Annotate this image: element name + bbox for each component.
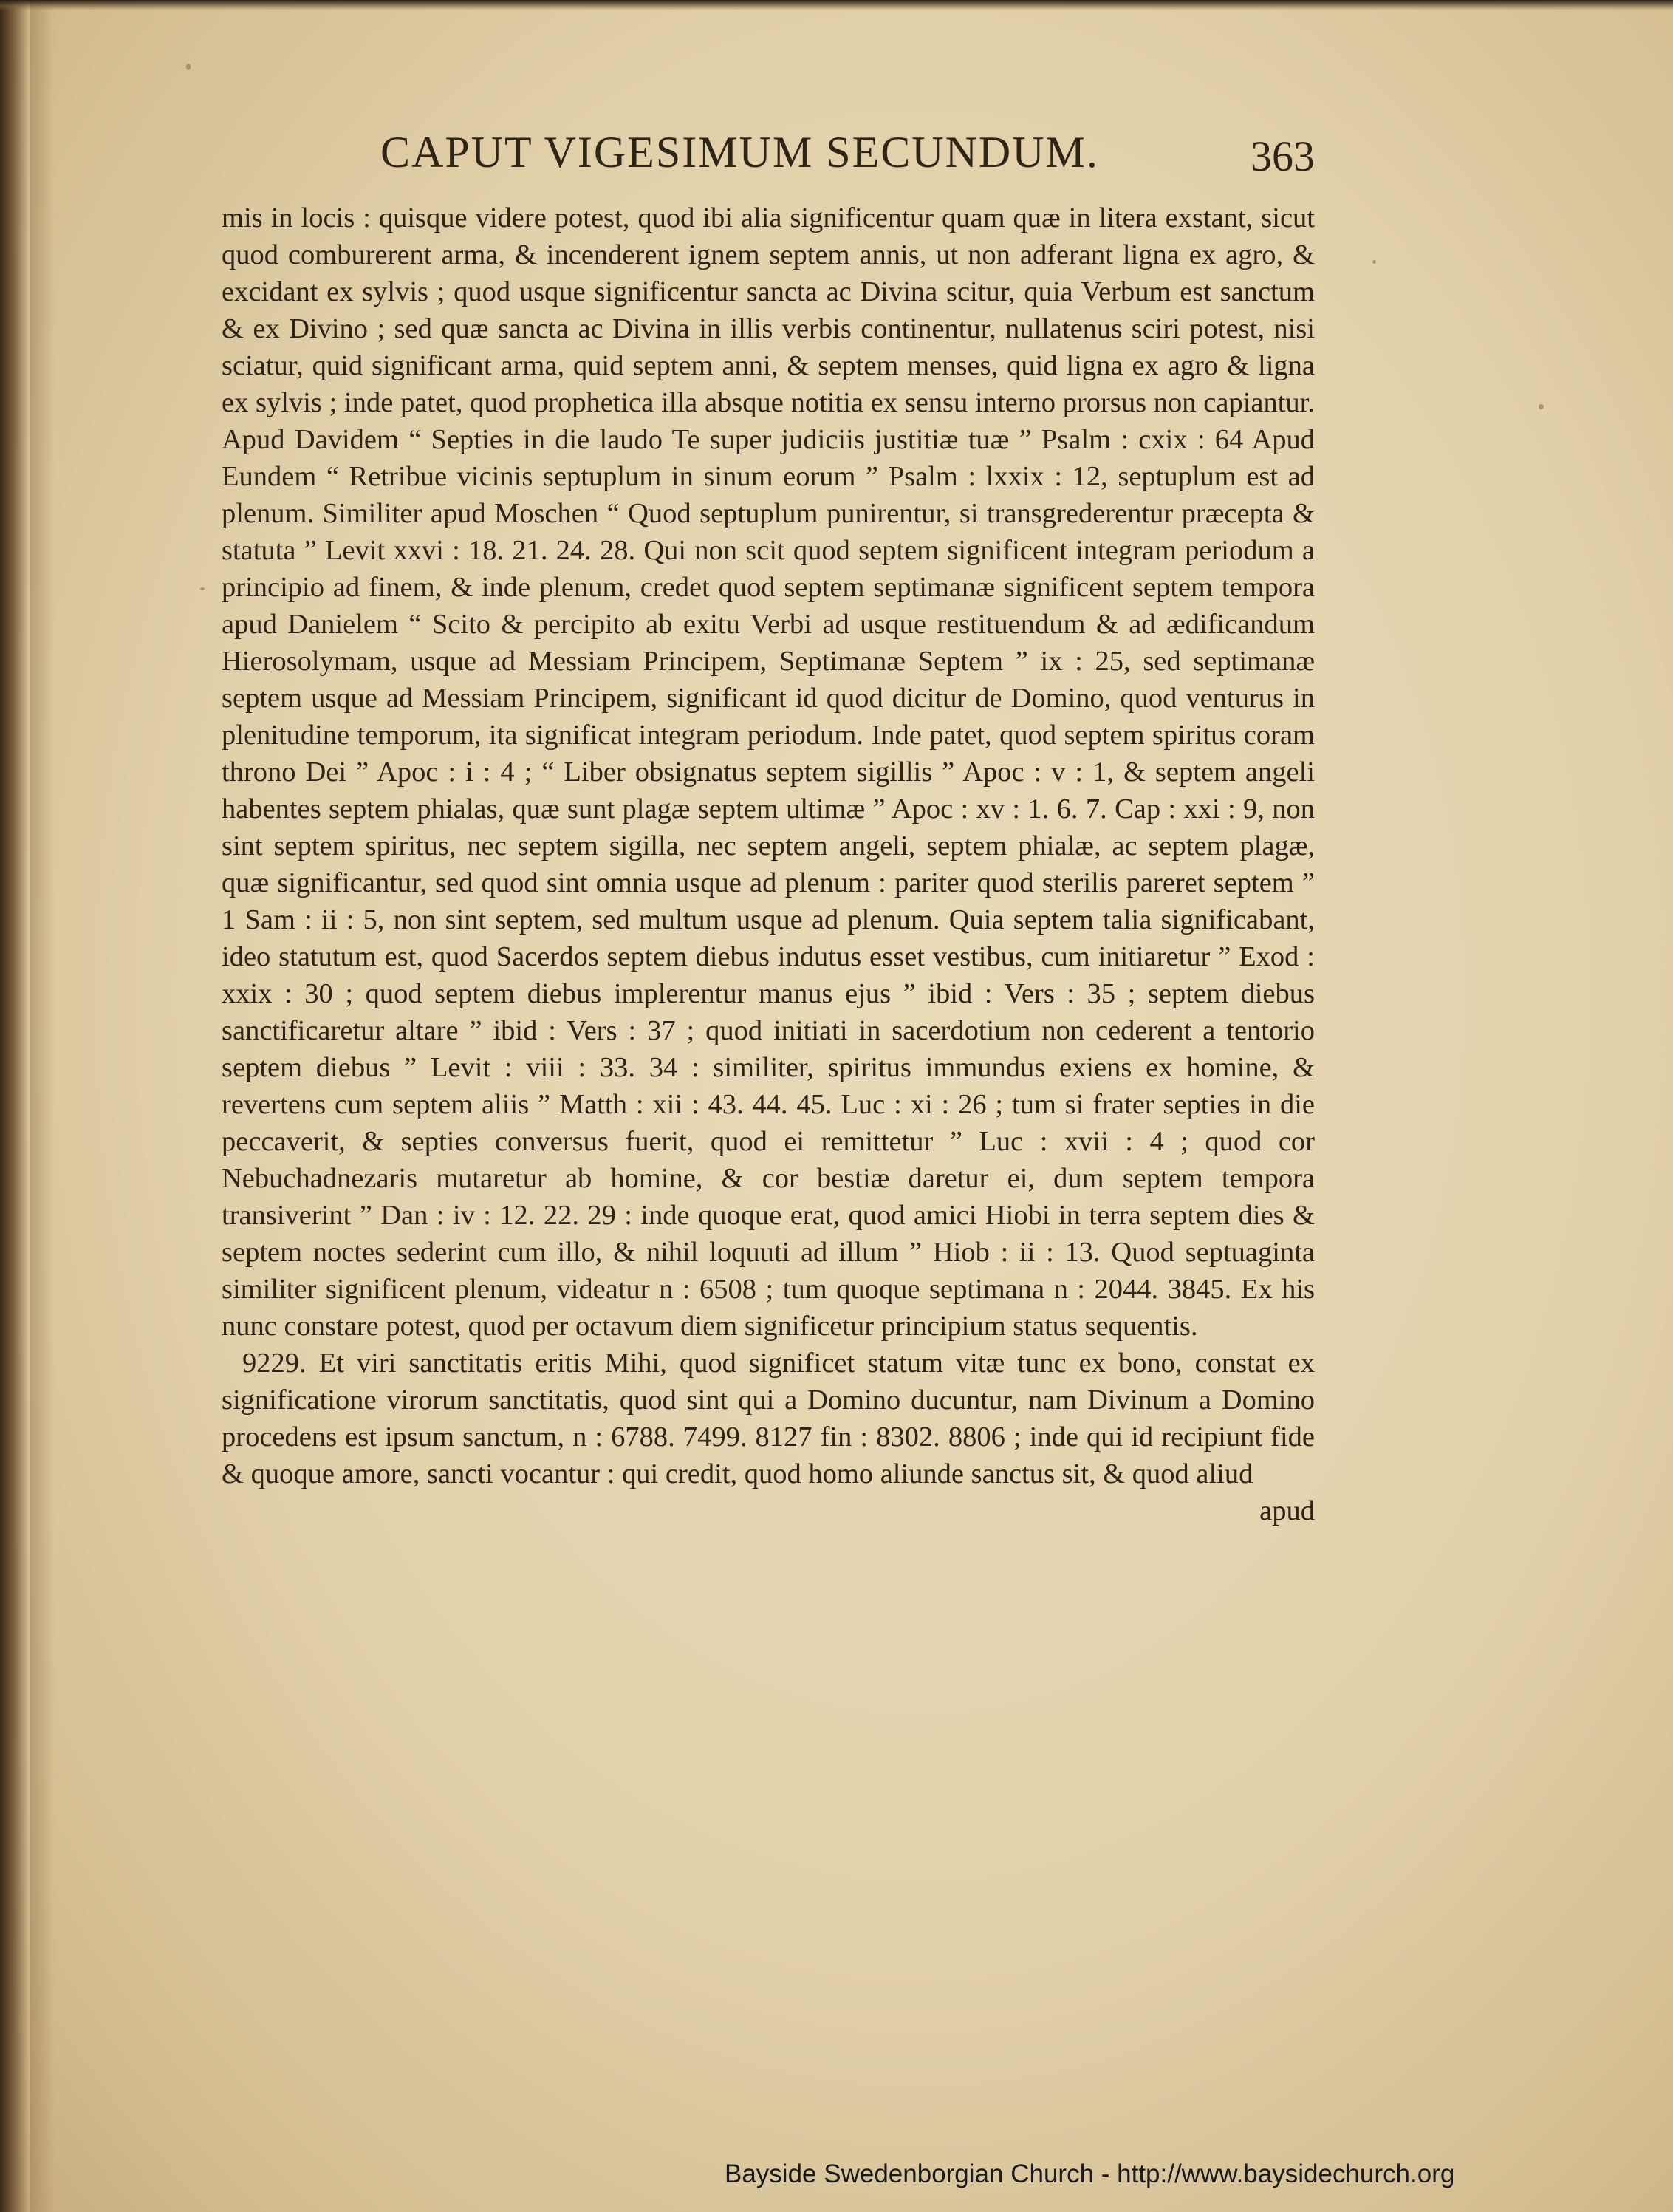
watermark-link[interactable]: Bayside Swedenborgian Church - http://www.baysidechurch.org — [725, 2160, 1455, 2188]
paragraph-continued: mis in locis : quisque videre potest, quod ibi alia significentur quam quæ in litera exstant, sicut quod comburerent arma, & incenderent ignem septem annis, ut non adferant ligna ex agro, & excidant ex sylvis ; quod usque significentur sancta ac Divina scitur, quia Verbum est sanctum & ex Divino ; sed quæ sancta ac Divina in illis verbis continentur, nullatenus sciri potest, nisi sciatur, quid significant arma, quid septem anni, & septem menses, quid ligna ex agro & ligna ex sylvis ; inde patet, quod prophetica illa absque notitia ex sensu interno prorsus non capiantur. Apud Davidem “ Septies in die laudo Te super judiciis justitiæ tuæ ” Psalm : cxix : 64 Apud Eundem “ Retribue vicinis septuplum in sinum eorum ” Psalm : lxxix : 12, septuplum est ad plenum. Similiter apud Moschen “ Quod septuplum punirentur, si transgrederentur præcepta & statuta ” Levit xxvi : 18. 21. 24. 28. Qui non scit quod septem significent integram periodum a principio ad finem, & inde plenum, credet quod septem septimanæ significent septem tempora apud Danielem “ Scito & percipito ab exitu Verbi ad usque restituendum & ad ædificandum Hierosolymam, usque ad Messiam Principem, Septimanæ Septem ” ix : 25, sed septimanæ septem usque ad Messiam Principem, significant id quod dicitur de Domino, quod venturus in plenitudine temporum, ita significat integram periodum. Inde patet, quod septem spiritus coram throno Dei ” Apoc : i : 4 ; “ Liber obsignatus septem sigillis ” Apoc : v : 1, & septem angeli habentes septem phialas, quæ sunt plagæ septem ultimæ ” Apoc : xv : 1. 6. 7. Cap : xxi : 9, non sint septem spiritus, nec septem sigilla, nec septem angeli, septem phialæ, ac septem plagæ, quæ significantur, sed quod sint omnia usque ad plenum : pariter quod sterilis pareret septem ” 1 Sam : ii : 5, non sint septem, sed multum usque ad plenum. Quia septem talia significabant, ideo statutum est, quod Sacerdos septem diebus indutus esset vestibus, cum initiaretur ” Exod : xxix : 30 ; quod septem diebus implerentur manus ejus ” ibid : Vers : 35 ; septem diebus sanctificaretur altare ” ibid : Vers : 37 ; quod initiati in sacerdotium non cederent a tentorio septem diebus ” Levit : viii : 33. 34 : similiter, spiritus immundus exiens ex homine, & revertens cum septem aliis ” Matth : xii : 43. 44. 45. Luc : xi : 26 ; tum si frater septies in die peccaverit, & septies conversus fuerit, quod ei remittetur ” Luc : xvii : 4 ; quod cor Nebuchadnezaris mutaretur ab homine, & cor bestiæ daretur ei, dum septem tempora transiverint ” Dan : iv : 12. 22. 29 : inde quoque erat, quod amici Hiobi in terra septem dies & septem noctes sederint cum illo, & nihil loquuti ad illum ” Hiob : ii : 13. Quod septuaginta similiter significent plenum, videatur n : 6508 ; tum quoque septimana n : 2044. 3845. Ex his nunc constare potest, quod per octavum diem significetur principium status sequentis. — [222, 202, 1315, 1342]
paper-speck — [1372, 260, 1376, 264]
body-text — [222, 199, 1315, 1529]
paragraph-number: 9229. — [242, 1348, 307, 1379]
paragraph-9229 — [222, 1345, 1315, 1492]
running-head — [222, 127, 1315, 186]
binding-shadow — [30, 0, 55, 2212]
paper-speck — [1539, 404, 1544, 409]
chapter-title: CAPUT VIGESIMUM SECUNDUM. — [380, 128, 1099, 177]
page-number: 363 — [1251, 132, 1315, 180]
paper-speck — [200, 587, 205, 590]
catchword: apud — [1259, 1495, 1315, 1526]
paper-speck — [186, 64, 191, 70]
paragraph-text: Et viri sanctitatis eritis Mihi, quod significet statum vitæ tunc ex bono, constat ex significatione virorum sanctitatis, quod sint qui a Domino ducuntur, nam Divinum a Domino procedens est ipsum sanctum, n : 6788. 7499. 8127 fin : 8302. 8806 ; inde qui id recipiunt fide & quoque amore, sancti vocantur : qui credit, quod homo aliunde sanctus sit, & quod aliud — [222, 1348, 1315, 1489]
